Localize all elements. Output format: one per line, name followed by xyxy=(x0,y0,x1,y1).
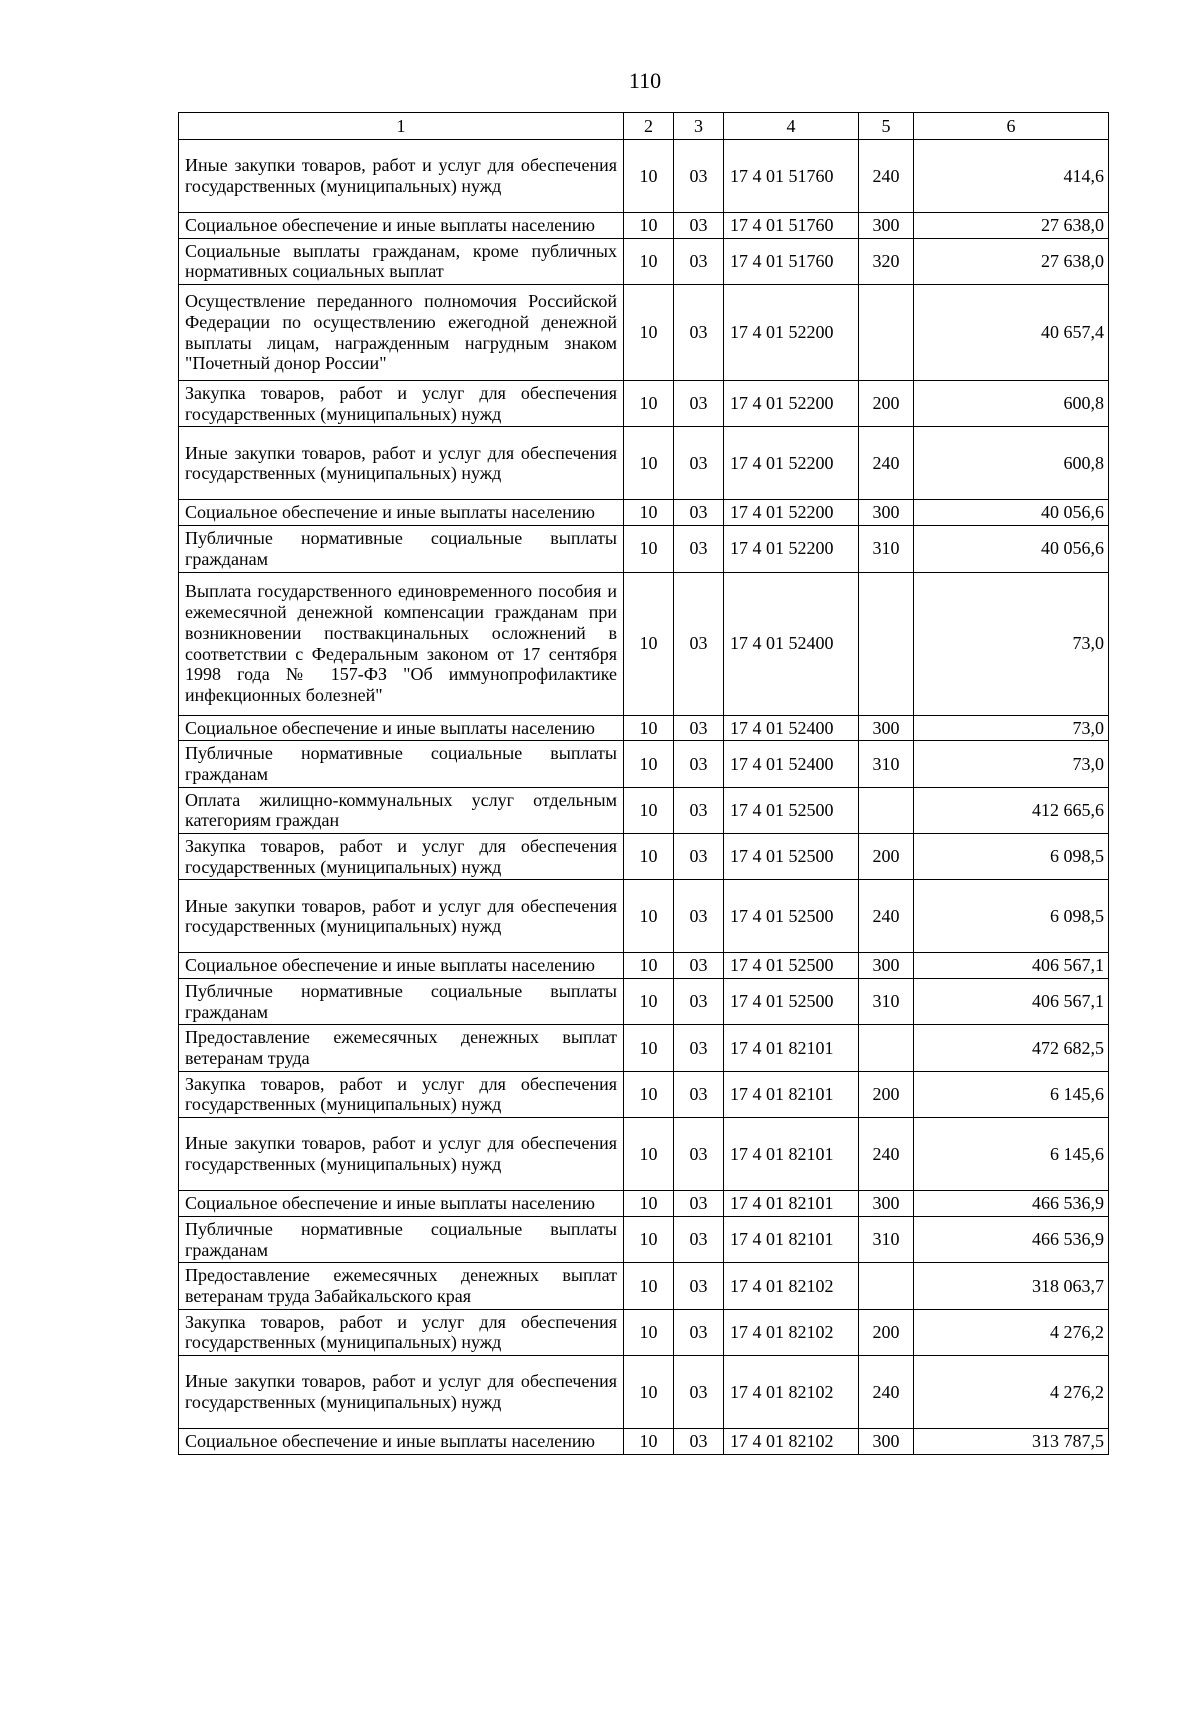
cell-target-article: 17 4 01 82101 xyxy=(724,1191,859,1217)
table-row xyxy=(179,285,1109,381)
cell-description: Осуществление переданного полномочия Российской Федерации по осуществлению ежегодной денежной выплаты лицам, награжденным нагрудным знаком "Почетный донор России" xyxy=(179,285,624,381)
cell-expense-type: 300 xyxy=(859,1191,914,1217)
cell-description: Социальное обеспечение и иные выплаты населению xyxy=(179,213,624,239)
table-row xyxy=(179,500,1109,526)
cell-subsection: 03 xyxy=(674,953,724,979)
table-row xyxy=(179,572,1109,715)
cell-section: 10 xyxy=(624,1118,674,1191)
cell-amount: 73,0 xyxy=(914,715,1109,741)
cell-amount: 600,8 xyxy=(914,381,1109,427)
cell-expense-type: 200 xyxy=(859,1071,914,1117)
cell-section: 10 xyxy=(624,526,674,572)
cell-target-article: 17 4 01 52500 xyxy=(724,979,859,1025)
cell-description: Закупка товаров, работ и услуг для обеспечения государственных (муниципальных) нужд xyxy=(179,833,624,879)
cell-expense-type: 310 xyxy=(859,1216,914,1262)
cell-amount: 466 536,9 xyxy=(914,1216,1109,1262)
cell-amount: 472 682,5 xyxy=(914,1025,1109,1071)
cell-section: 10 xyxy=(624,285,674,381)
cell-description: Социальное обеспечение и иные выплаты населению xyxy=(179,500,624,526)
cell-amount: 414,6 xyxy=(914,140,1109,213)
cell-section: 10 xyxy=(624,381,674,427)
cell-subsection: 03 xyxy=(674,1118,724,1191)
cell-target-article: 17 4 01 52200 xyxy=(724,500,859,526)
table-row xyxy=(179,1071,1109,1117)
cell-target-article: 17 4 01 52400 xyxy=(724,741,859,787)
header-col-4: 4 xyxy=(724,113,859,140)
cell-subsection: 03 xyxy=(674,427,724,500)
header-col-3: 3 xyxy=(674,113,724,140)
cell-section: 10 xyxy=(624,1355,674,1428)
cell-subsection: 03 xyxy=(674,880,724,953)
header-col-2: 2 xyxy=(624,113,674,140)
table-row xyxy=(179,427,1109,500)
cell-amount: 318 063,7 xyxy=(914,1263,1109,1309)
cell-amount: 406 567,1 xyxy=(914,979,1109,1025)
cell-description: Социальное обеспечение и иные выплаты населению xyxy=(179,1428,624,1454)
cell-expense-type xyxy=(859,787,914,833)
cell-section: 10 xyxy=(624,1309,674,1355)
cell-target-article: 17 4 01 52200 xyxy=(724,427,859,500)
cell-target-article: 17 4 01 51760 xyxy=(724,213,859,239)
cell-amount: 313 787,5 xyxy=(914,1428,1109,1454)
cell-description: Иные закупки товаров, работ и услуг для обеспечения государственных (муниципальных) нужд xyxy=(179,1118,624,1191)
cell-amount: 40 056,6 xyxy=(914,526,1109,572)
cell-description: Иные закупки товаров, работ и услуг для обеспечения государственных (муниципальных) нужд xyxy=(179,880,624,953)
table-row xyxy=(179,381,1109,427)
table-row xyxy=(179,1428,1109,1454)
cell-section: 10 xyxy=(624,715,674,741)
cell-section: 10 xyxy=(624,140,674,213)
table-body xyxy=(179,140,1109,1455)
table-row xyxy=(179,1191,1109,1217)
cell-expense-type: 240 xyxy=(859,1118,914,1191)
table-row xyxy=(179,238,1109,284)
cell-expense-type: 300 xyxy=(859,715,914,741)
cell-target-article: 17 4 01 52400 xyxy=(724,715,859,741)
cell-section: 10 xyxy=(624,741,674,787)
cell-description: Иные закупки товаров, работ и услуг для обеспечения государственных (муниципальных) нужд xyxy=(179,140,624,213)
cell-subsection: 03 xyxy=(674,787,724,833)
cell-expense-type: 310 xyxy=(859,526,914,572)
header-col-5: 5 xyxy=(859,113,914,140)
cell-target-article: 17 4 01 52200 xyxy=(724,381,859,427)
cell-description: Предоставление ежемесячных денежных выплат ветеранам труда xyxy=(179,1025,624,1071)
cell-expense-type: 300 xyxy=(859,213,914,239)
cell-section: 10 xyxy=(624,880,674,953)
table-row xyxy=(179,1355,1109,1428)
cell-description: Социальные выплаты гражданам, кроме публичных нормативных социальных выплат xyxy=(179,238,624,284)
cell-section: 10 xyxy=(624,238,674,284)
cell-amount: 6 145,6 xyxy=(914,1118,1109,1191)
cell-expense-type xyxy=(859,1263,914,1309)
cell-amount: 406 567,1 xyxy=(914,953,1109,979)
cell-amount: 6 145,6 xyxy=(914,1071,1109,1117)
cell-section: 10 xyxy=(624,1263,674,1309)
table-row xyxy=(179,140,1109,213)
cell-amount: 40 056,6 xyxy=(914,500,1109,526)
cell-expense-type: 240 xyxy=(859,880,914,953)
cell-section: 10 xyxy=(624,1191,674,1217)
cell-subsection: 03 xyxy=(674,285,724,381)
cell-subsection: 03 xyxy=(674,213,724,239)
cell-expense-type: 300 xyxy=(859,953,914,979)
cell-description: Оплата жилищно-коммунальных услуг отдельным категориям граждан xyxy=(179,787,624,833)
cell-subsection: 03 xyxy=(674,741,724,787)
cell-target-article: 17 4 01 52400 xyxy=(724,572,859,715)
cell-subsection: 03 xyxy=(674,1071,724,1117)
cell-description: Иные закупки товаров, работ и услуг для обеспечения государственных (муниципальных) нужд xyxy=(179,427,624,500)
cell-description: Предоставление ежемесячных денежных выплат ветеранам труда Забайкальского края xyxy=(179,1263,624,1309)
cell-subsection: 03 xyxy=(674,1309,724,1355)
cell-subsection: 03 xyxy=(674,715,724,741)
cell-description: Закупка товаров, работ и услуг для обеспечения государственных (муниципальных) нужд xyxy=(179,381,624,427)
cell-expense-type xyxy=(859,1025,914,1071)
cell-subsection: 03 xyxy=(674,1263,724,1309)
cell-section: 10 xyxy=(624,572,674,715)
table-row xyxy=(179,526,1109,572)
cell-expense-type: 200 xyxy=(859,1309,914,1355)
cell-section: 10 xyxy=(624,1216,674,1262)
cell-target-article: 17 4 01 82101 xyxy=(724,1071,859,1117)
header-col-6: 6 xyxy=(914,113,1109,140)
table-row xyxy=(179,787,1109,833)
cell-target-article: 17 4 01 82101 xyxy=(724,1118,859,1191)
cell-description: Публичные нормативные социальные выплаты гражданам xyxy=(179,526,624,572)
cell-description: Публичные нормативные социальные выплаты гражданам xyxy=(179,1216,624,1262)
cell-section: 10 xyxy=(624,1428,674,1454)
cell-target-article: 17 4 01 82102 xyxy=(724,1355,859,1428)
cell-amount: 4 276,2 xyxy=(914,1309,1109,1355)
cell-section: 10 xyxy=(624,1071,674,1117)
cell-target-article: 17 4 01 52200 xyxy=(724,526,859,572)
table-row xyxy=(179,979,1109,1025)
cell-subsection: 03 xyxy=(674,526,724,572)
cell-subsection: 03 xyxy=(674,1191,724,1217)
cell-subsection: 03 xyxy=(674,1428,724,1454)
cell-target-article: 17 4 01 52500 xyxy=(724,953,859,979)
cell-section: 10 xyxy=(624,979,674,1025)
cell-subsection: 03 xyxy=(674,140,724,213)
cell-target-article: 17 4 01 82102 xyxy=(724,1263,859,1309)
table-row xyxy=(179,1263,1109,1309)
cell-description: Социальное обеспечение и иные выплаты населению xyxy=(179,953,624,979)
cell-amount: 40 657,4 xyxy=(914,285,1109,381)
cell-subsection: 03 xyxy=(674,381,724,427)
cell-amount: 27 638,0 xyxy=(914,238,1109,284)
cell-expense-type: 240 xyxy=(859,140,914,213)
cell-description: Публичные нормативные социальные выплаты гражданам xyxy=(179,741,624,787)
cell-expense-type: 240 xyxy=(859,1355,914,1428)
cell-description: Закупка товаров, работ и услуг для обеспечения государственных (муниципальных) нужд xyxy=(179,1309,624,1355)
cell-subsection: 03 xyxy=(674,1355,724,1428)
cell-subsection: 03 xyxy=(674,1216,724,1262)
cell-subsection: 03 xyxy=(674,1025,724,1071)
cell-section: 10 xyxy=(624,787,674,833)
cell-expense-type: 300 xyxy=(859,500,914,526)
table-row xyxy=(179,715,1109,741)
cell-target-article: 17 4 01 82102 xyxy=(724,1428,859,1454)
cell-target-article: 17 4 01 82101 xyxy=(724,1025,859,1071)
cell-subsection: 03 xyxy=(674,500,724,526)
cell-amount: 6 098,5 xyxy=(914,833,1109,879)
cell-amount: 600,8 xyxy=(914,427,1109,500)
page-number: 110 xyxy=(628,68,662,93)
cell-expense-type: 200 xyxy=(859,833,914,879)
cell-expense-type xyxy=(859,285,914,381)
table-row xyxy=(179,833,1109,879)
table-row xyxy=(179,1025,1109,1071)
budget-table xyxy=(178,112,1109,1455)
cell-description: Закупка товаров, работ и услуг для обеспечения государственных (муниципальных) нужд xyxy=(179,1071,624,1117)
cell-description: Социальное обеспечение и иные выплаты населению xyxy=(179,1191,624,1217)
cell-section: 10 xyxy=(624,833,674,879)
table-header xyxy=(179,113,1109,140)
cell-description: Иные закупки товаров, работ и услуг для обеспечения государственных (муниципальных) нужд xyxy=(179,1355,624,1428)
cell-target-article: 17 4 01 52500 xyxy=(724,833,859,879)
cell-description: Выплата государственного единовременного пособия и ежемесячной денежной компенсации гражданам при возникновении поствакцинальных осложнений в соответствии с Федеральным законом от 17 сентября 1998 года № 157-ФЗ "Об иммунопрофилактике инфекционных болезней" xyxy=(179,572,624,715)
cell-target-article: 17 4 01 52500 xyxy=(724,880,859,953)
cell-expense-type xyxy=(859,572,914,715)
cell-subsection: 03 xyxy=(674,572,724,715)
cell-target-article: 17 4 01 52500 xyxy=(724,787,859,833)
cell-target-article: 17 4 01 51760 xyxy=(724,238,859,284)
cell-amount: 73,0 xyxy=(914,572,1109,715)
table-row xyxy=(179,213,1109,239)
cell-target-article: 17 4 01 82102 xyxy=(724,1309,859,1355)
table-row xyxy=(179,953,1109,979)
cell-target-article: 17 4 01 51760 xyxy=(724,140,859,213)
cell-expense-type: 310 xyxy=(859,741,914,787)
cell-section: 10 xyxy=(624,500,674,526)
cell-subsection: 03 xyxy=(674,238,724,284)
cell-subsection: 03 xyxy=(674,979,724,1025)
table-row xyxy=(179,741,1109,787)
cell-expense-type: 240 xyxy=(859,427,914,500)
cell-description: Социальное обеспечение и иные выплаты населению xyxy=(179,715,624,741)
cell-section: 10 xyxy=(624,213,674,239)
budget-table-container xyxy=(178,112,1108,1455)
header-col-1: 1 xyxy=(179,113,624,140)
cell-description: Публичные нормативные социальные выплаты гражданам xyxy=(179,979,624,1025)
cell-amount: 6 098,5 xyxy=(914,880,1109,953)
table-row xyxy=(179,1118,1109,1191)
table-row xyxy=(179,880,1109,953)
cell-section: 10 xyxy=(624,427,674,500)
cell-amount: 4 276,2 xyxy=(914,1355,1109,1428)
cell-subsection: 03 xyxy=(674,833,724,879)
cell-expense-type: 200 xyxy=(859,381,914,427)
table-row xyxy=(179,1309,1109,1355)
header-row xyxy=(179,113,1109,140)
cell-section: 10 xyxy=(624,953,674,979)
cell-target-article: 17 4 01 52200 xyxy=(724,285,859,381)
cell-section: 10 xyxy=(624,1025,674,1071)
cell-expense-type: 300 xyxy=(859,1428,914,1454)
cell-expense-type: 320 xyxy=(859,238,914,284)
cell-expense-type: 310 xyxy=(859,979,914,1025)
cell-amount: 27 638,0 xyxy=(914,213,1109,239)
cell-target-article: 17 4 01 82101 xyxy=(724,1216,859,1262)
cell-amount: 412 665,6 xyxy=(914,787,1109,833)
table-row xyxy=(179,1216,1109,1262)
cell-amount: 73,0 xyxy=(914,741,1109,787)
cell-amount: 466 536,9 xyxy=(914,1191,1109,1217)
